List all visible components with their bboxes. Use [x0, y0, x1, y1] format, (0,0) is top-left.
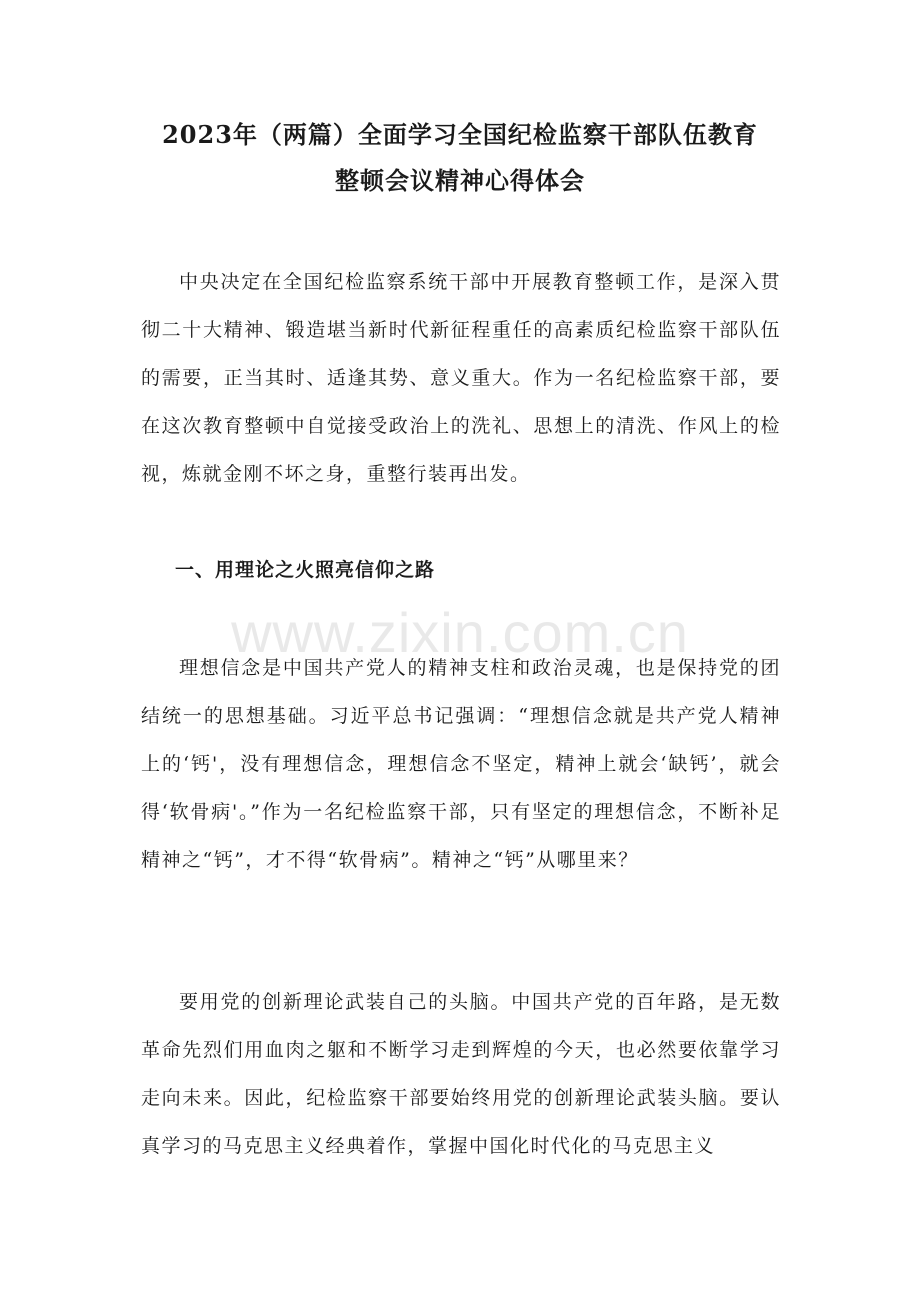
title-line-1: 2023年（两篇）全面学习全国纪检监察干部队伍教育: [162, 120, 758, 149]
watermark-text: www.zixin.com.cn: [231, 601, 689, 664]
body-paragraph-theory: 要用党的创新理论武装自己的头脑。中国共产党的百年路，是无数革命先烈们用血肉之躯和不断学习走到辉煌的今天，也必然要依靠学习走向未来。因此，纪检监察干部要始终用党的创新理论武装头脑。要认真学习的马克思主义经典着作，掌握中国化时代化的马克思主义: [141, 991, 781, 1157]
intro-paragraph: 中央决定在全国纪检监察系统干部中开展教育整顿工作，是深入贯彻二十大精神、锻造堪当新时代新征程重任的高素质纪检监察干部队伍的需要，正当其时、适逢其势、意义重大。作为一名纪检监察干部，要在这次教育整顿中自觉接受政治上的洗礼、思想上的清洗、作风上的检视，炼就金刚不坏之身，重整行装再出发。: [141, 271, 781, 485]
section-heading: 一、用理论之火照亮信仰之路: [175, 559, 436, 581]
body-paragraph-ideals: 理想信念是中国共产党人的精神支柱和政治灵魂，也是保持党的团结统一的思想基础。习近平总书记强调：“理想信念就是共产党人精神上的‘钙'，没有理想信念，理想信念不坚定，精神上就会‘缺钙’，就会得‘软骨病'。”作为一名纪检监察干部，只有坚定的理想信念，不断补足精神之“钙”，才不得“软骨病”。精神之“钙”从哪里来？: [141, 657, 781, 871]
title-line-2: 整顿会议精神心得体会: [335, 166, 585, 195]
document-title: [110, 112, 810, 204]
